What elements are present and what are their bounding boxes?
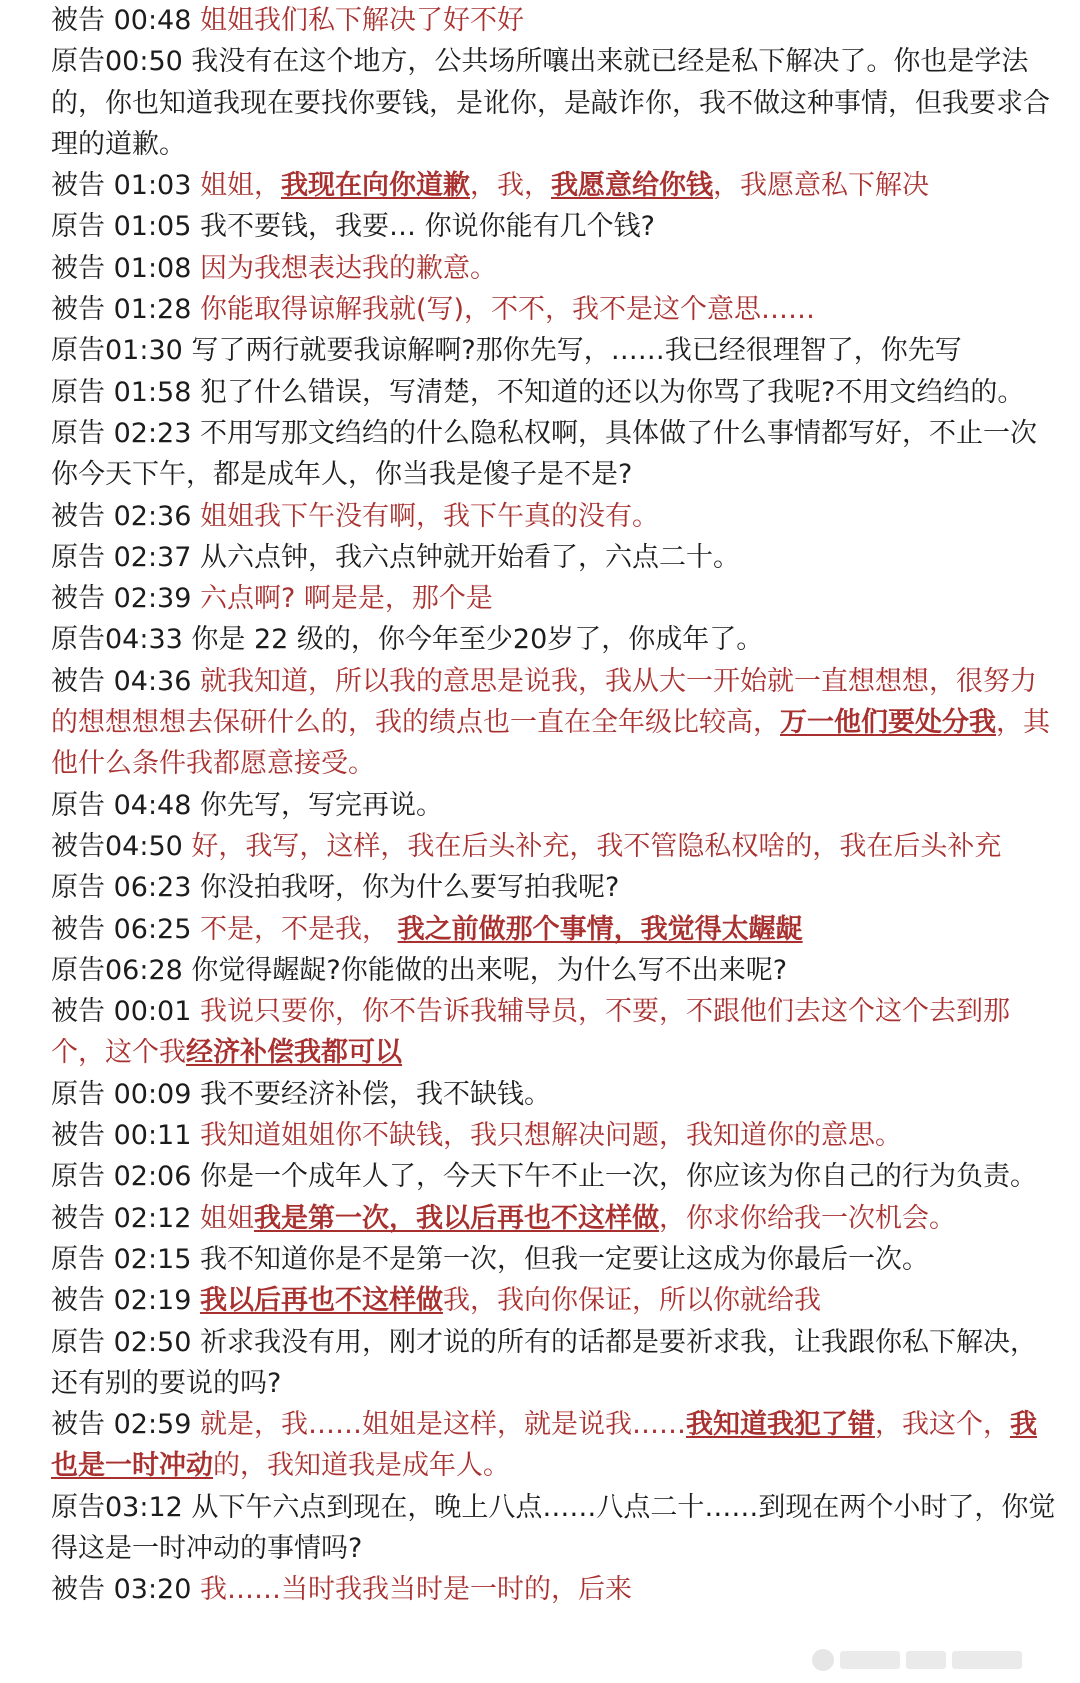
watermark-bar [952, 1651, 1022, 1669]
transcript-entry [51, 867, 1061, 908]
utterance-text: 我说只要你，你不告诉我辅导员，不要，不跟他们去这个这个去到那个，这个我 [51, 996, 1010, 1069]
utterance-text: 不用写那文绉绉的什么隐私权啊，具体做了什么事情都写好，不止一次你今天下午，都是成年人，你当我是傻子是不是? [51, 417, 1037, 491]
highlighted-phrase: 我愿意给你钱 [550, 170, 713, 202]
transcript-entry [51, 785, 1061, 826]
utterance-text: ，我这个， [874, 1409, 1010, 1441]
transcript-entry [51, 413, 1061, 496]
speaker-label: 被告 01:28 [51, 294, 200, 326]
transcript-entry [51, 1487, 1061, 1570]
transcript-entry [51, 1198, 1061, 1239]
speaker-label: 被告 02:12 [51, 1202, 200, 1234]
highlighted-phrase: 万一他们要处分我 [780, 707, 996, 739]
transcript [51, 0, 1061, 1611]
utterance-text: 姐姐 [199, 1202, 254, 1234]
utterance [200, 1244, 929, 1275]
utterance [191, 624, 763, 655]
utterance [191, 335, 961, 366]
speaker-label: 原告 02:15 [51, 1243, 200, 1275]
utterance [200, 542, 740, 573]
utterance-text: ，其他什么条件我都愿意接受。 [51, 707, 1050, 780]
speaker-label: 被告 04:36 [51, 665, 200, 697]
utterance [200, 253, 497, 284]
highlighted-phrase: 我现在向你道歉 [280, 170, 470, 202]
speaker-label: 被告 06:25 [51, 913, 200, 945]
utterance [200, 914, 803, 945]
utterance [191, 955, 787, 986]
utterance-text: 不是，不是我， [199, 913, 398, 945]
transcript-entry [51, 330, 1061, 371]
transcript-entry [51, 1280, 1061, 1321]
speaker-label: 原告 04:48 [51, 789, 200, 821]
utterance-text: 就我知道，所以我的意思是说我，我从大一开始就一直想想想，很努力的想想想想去保研什么的，我的绩点也一直在全年级比较高， [51, 665, 1037, 739]
utterance-text: 我知道姐姐你不缺钱，我只想解决问题，我知道你的意思。 [199, 1120, 902, 1152]
speaker-label: 原告 02:23 [51, 417, 200, 449]
speaker-label: 原告01:30 [51, 335, 192, 367]
watermark [812, 1643, 1062, 1677]
utterance [200, 1079, 551, 1110]
transcript-entry [51, 1156, 1061, 1197]
highlighted-phrase: 我是第一次，我以后再也不这样做 [253, 1202, 659, 1234]
transcript-entry [51, 1115, 1061, 1156]
utterance-text: 姐姐我们私下解决了好不好 [199, 5, 524, 36]
utterance-text: ，你求你给我一次机会。 [658, 1202, 956, 1234]
utterance [200, 583, 493, 614]
utterance [51, 1492, 1055, 1564]
utterance-text: 祈求我没有用，刚才说的所有的话都是要祈求我，让我跟你私下解决，还有别的要说的吗? [51, 1326, 1037, 1399]
transcript-entry [51, 1404, 1061, 1487]
transcript-entry [51, 991, 1061, 1074]
utterance [51, 666, 1050, 780]
speaker-label: 被告 00:01 [51, 996, 200, 1028]
utterance-text: 姐姐我下午没有啊，我下午真的没有。 [199, 500, 659, 532]
transcript-entry [51, 248, 1061, 289]
speaker-label: 原告00:50 [51, 46, 192, 78]
speaker-label: 被告 00:11 [51, 1120, 200, 1152]
transcript-entry [51, 1074, 1061, 1115]
utterance [191, 831, 1001, 862]
transcript-entry [51, 578, 1061, 619]
speaker-label: 原告 01:58 [51, 376, 200, 408]
utterance-text: 好，我写，这样，我在后头补充，我不管隐私权啥的，我在后头补充 [191, 830, 1002, 862]
highlighted-phrase: 我以后再也不这样做 [199, 1285, 443, 1317]
speaker-label: 原告06:28 [51, 954, 192, 986]
utterance-text: 的，我知道我是成年人。 [213, 1450, 510, 1482]
transcript-entry [51, 0, 1061, 41]
utterance-text: 我没有在这个地方，公共场所嚷出来就已经是私下解决了。你也是学法的，你也知道我现在要找你要钱，是讹你，是敲诈你，我不做这种事情，但我要求合理的道歉。 [51, 46, 1050, 160]
speaker-label: 被告 01:03 [51, 170, 200, 202]
utterance-text: 从六点钟，我六点钟就开始看了，六点二十。 [199, 541, 740, 573]
transcript-entry [51, 41, 1061, 165]
utterance-text: 六点啊? 啊是是，那个是 [199, 583, 493, 615]
utterance-text: 你先写，写完再说。 [199, 789, 443, 821]
transcript-entry [51, 206, 1061, 247]
transcript-entry [51, 496, 1061, 537]
watermark-bar [906, 1651, 946, 1669]
utterance-text: 就是，我……姐姐是这样，就是说我…… [199, 1409, 686, 1441]
utterance-text: 我不要经济补偿，我不缺钱。 [199, 1078, 551, 1110]
speaker-label: 被告 02:36 [51, 500, 200, 532]
speaker-label: 原告 02:37 [51, 541, 200, 573]
utterance-text: 我……当时我我当时是一时的，后来 [199, 1574, 632, 1606]
utterance [200, 1285, 821, 1316]
speaker-label: 原告04:33 [51, 624, 192, 656]
utterance [200, 211, 655, 242]
utterance [200, 1574, 632, 1605]
highlighted-phrase: 我知道我犯了错 [685, 1409, 875, 1441]
utterance-text: 因为我想表达我的歉意。 [199, 252, 497, 284]
transcript-entry [51, 537, 1061, 578]
utterance [200, 294, 815, 325]
utterance-text: 你能取得谅解我就(写)，不不，我不是这个意思…… [199, 294, 816, 326]
speaker-label: 被告 03:20 [51, 1574, 200, 1606]
speaker-label: 被告 02:39 [51, 583, 200, 615]
utterance-text: 姐姐， [199, 170, 281, 202]
highlighted-phrase: 我之前做那个事情，我觉得太龌龊 [397, 913, 803, 945]
utterance [200, 501, 659, 532]
watermark-bar [840, 1651, 900, 1669]
utterance-text: ，我愿意私下解决 [712, 170, 929, 202]
transcript-entry [51, 909, 1061, 950]
transcript-entry [51, 661, 1061, 785]
transcript-entry [51, 1322, 1061, 1405]
utterance-text: 你是 22 级的，你今年至少20岁了，你成年了。 [191, 624, 764, 656]
transcript-entry [51, 1239, 1061, 1280]
speaker-label: 原告 00:09 [51, 1078, 200, 1110]
utterance [200, 170, 929, 201]
transcript-entry [51, 1569, 1061, 1610]
transcript-entry [51, 619, 1061, 660]
speaker-label: 被告 00:48 [51, 5, 200, 36]
transcript-entry [51, 372, 1061, 413]
speaker-label: 被告04:50 [51, 830, 192, 862]
transcript-entry [51, 950, 1061, 991]
speaker-label: 原告 01:05 [51, 211, 200, 243]
utterance [200, 5, 524, 36]
utterance [200, 790, 443, 821]
speaker-label: 被告 02:59 [51, 1409, 200, 1441]
utterance-text: 我不知道你是不是第一次，但我一定要让这成为你最后一次。 [199, 1243, 929, 1275]
utterance-text: 我，我向你保证，所以你就给我 [442, 1285, 821, 1317]
speaker-label: 原告 02:06 [51, 1161, 200, 1193]
utterance [51, 46, 1050, 160]
utterance [200, 1120, 902, 1151]
speaker-label: 原告03:12 [51, 1491, 192, 1523]
utterance-text: 我不要钱，我要… 你说你能有几个钱? [199, 211, 655, 243]
speaker-label: 被告 01:08 [51, 252, 200, 284]
watermark-logo-icon [812, 1649, 834, 1671]
utterance [200, 377, 1024, 408]
speaker-label: 原告 06:23 [51, 872, 200, 904]
speaker-label: 被告 02:19 [51, 1285, 200, 1317]
utterance [200, 872, 619, 903]
speaker-label: 原告 02:50 [51, 1326, 200, 1358]
utterance-text: 你觉得龌龊?你能做的出来呢，为什么写不出来呢? [191, 954, 788, 986]
utterance-text: 从下午六点到现在，晚上八点……八点二十……到现在两个小时了，你觉得这是一时冲动的事情吗? [51, 1491, 1056, 1564]
utterance [200, 1161, 1037, 1192]
transcript-entry [51, 289, 1061, 330]
highlighted-phrase: 经济补偿我都可以 [186, 1037, 402, 1069]
utterance [200, 1203, 956, 1234]
transcript-entry [51, 165, 1061, 206]
utterance-text: ，我， [469, 170, 551, 202]
transcript-entry [51, 826, 1061, 867]
utterance-text: 写了两行就要我谅解啊?那你先写，……我已经很理智了，你先写 [191, 335, 962, 367]
utterance-text: 你是一个成年人了，今天下午不止一次，你应该为你自己的行为负责。 [199, 1161, 1037, 1193]
highlighted-phrase: 我也是一时冲动 [51, 1409, 1037, 1482]
utterance-text: 犯了什么错误，写清楚，不知道的还以为你骂了我呢?不用文绉绉的。 [199, 376, 1025, 408]
utterance-text: 你没拍我呀，你为什么要写拍我呢? [199, 872, 620, 904]
